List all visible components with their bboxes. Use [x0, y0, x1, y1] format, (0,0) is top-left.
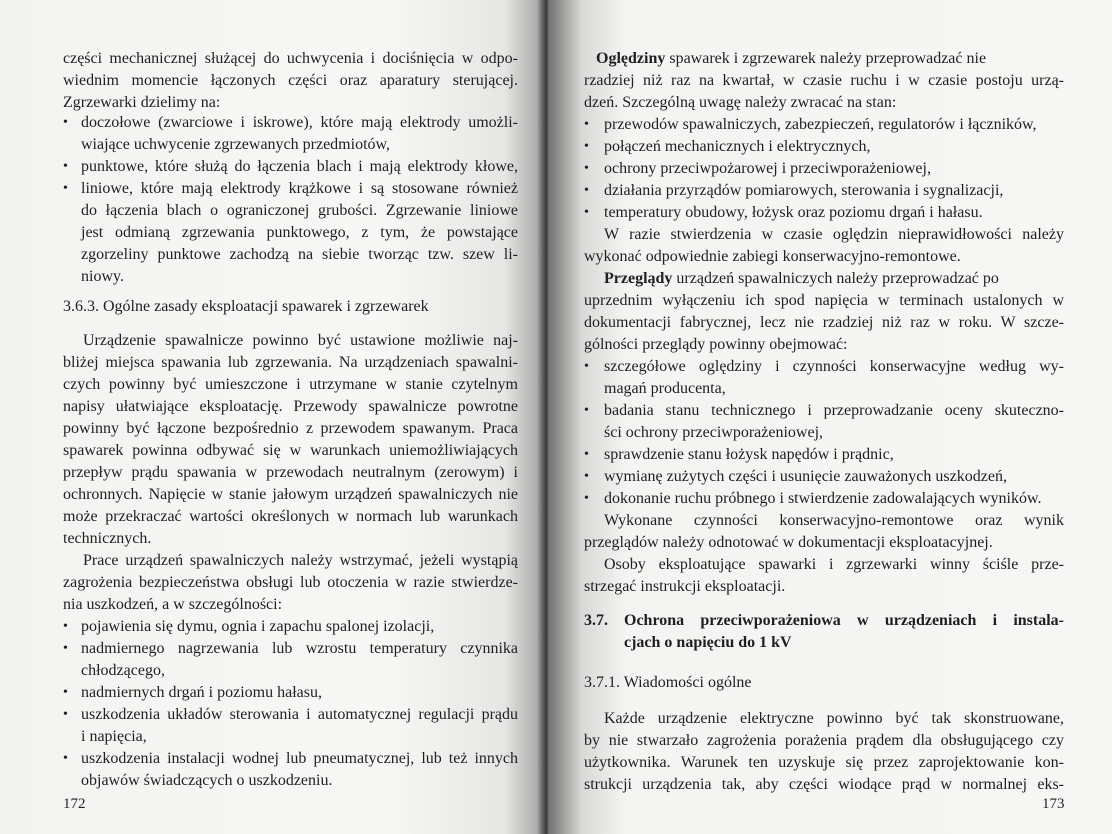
list-item-line: niowy. [81, 268, 124, 285]
list-item-line: temperatury obudowy, łożysk oraz poziomu drgań i hałasu. [604, 204, 983, 221]
text-line: bliżej miejsca spawania lub zgrzewania. Na urządzeniach spawalni- [63, 354, 518, 371]
text-line [604, 268, 1064, 290]
bullet-icon: • [584, 447, 589, 462]
page-number: 172 [63, 796, 86, 812]
term-ogledziny: Oględziny [596, 50, 666, 67]
text-run: spawarek i zgrzewarek należy przeprowadzać nie [665, 50, 987, 67]
text-line: dzeń. Szczególną uwagę należy zwracać na stan: [584, 94, 897, 111]
list-item-line: magań producenta, [604, 380, 726, 397]
text-line: rzadziej niż raz na kwartał, w czasie ruchu i w czasie postoju urzą- [584, 72, 1064, 89]
bullet-icon: • [584, 161, 589, 176]
list-item-line: wymianę zużytych części i usunięcie zauważonych uszkodzeń, [604, 468, 1007, 485]
list-item-line: sprawdzenie stanu łożysk napędów i prądnic, [604, 446, 894, 463]
list-item-line: liniowe, które mają elektrody krążkowe i są stosowane również [81, 180, 518, 197]
text-line: gólności przeglądy powinny obejmować: [584, 336, 848, 353]
text-line: zagrożenia bezpieczeństwa obsługi lub otoczenia w razie stwierdze- [63, 574, 518, 591]
list-item-line: ochrony przeciwpożarowej i przeciwporażeniowej, [604, 160, 931, 177]
list-item-line: objawów świadczących o uszkodzeniu. [81, 772, 333, 789]
text-line: części mechanicznej służącej do uchwycenia i dociśnięcia w odpo- [63, 50, 518, 67]
list-item-line: chłodzącego, [81, 662, 165, 679]
list-item-line: uszkodzenia układów sterowania i automatycznej regulacji prądu [81, 706, 518, 723]
bullet-icon: • [63, 641, 68, 656]
bullet-icon: • [63, 159, 68, 174]
text-line: Prace urządzeń spawalniczych należy wstrzymać, jeżeli wystąpią [83, 552, 518, 569]
subsection-heading: 3.7.1. Wiadomości ogólne [584, 674, 752, 691]
bullet-icon: • [584, 205, 589, 220]
text-line: nia uszkodzeń, a w szczególności: [63, 596, 283, 613]
text-line: Zgrzewarki dzielimy na: [63, 94, 221, 111]
text-line: napisy ułatwiające eksploatację. Przewody spawalnicze powrotne [63, 398, 518, 415]
list-item-line: nadmiernych drgań i poziomu hałasu, [81, 684, 322, 701]
text-line: dokumentacji fabrycznej, lecz nie rzadziej niż raz w roku. W szcze- [584, 314, 1064, 331]
left-page [0, 0, 548, 834]
list-item-line: badania stanu technicznego i przeprowadzanie oceny skuteczno- [604, 402, 1064, 419]
list-item-line: nadmiernego nagrzewania lub wzrostu temperatury czynnika [81, 640, 518, 657]
section-heading: 3.6.3. Ogólne zasady eksploatacji spawarek i zgrzewarek [63, 298, 429, 315]
term-przeglady: Przeglądy [604, 270, 673, 287]
text-line: technicznych. [63, 530, 152, 547]
bullet-icon: • [584, 359, 589, 374]
text-line [596, 48, 1064, 70]
list-item-line: przewodów spawalniczych, zabezpieczeń, regulatorów i łączników, [604, 116, 1037, 133]
list-item-line: doczołowe (zwarciowe i iskrowe), które mają elektrody umożli- [81, 114, 518, 131]
text-line: by nie stwarzało zagrożenia porażenia prądem dla obsługującego czy [584, 732, 1064, 749]
page-number: 173 [1042, 796, 1065, 812]
text-line: powinny być łączone bezpośrednio z przewodem spawanym. Praca [63, 420, 518, 437]
text-run: urządzeń spawalniczych należy przeprowadzać po [672, 270, 999, 287]
text-line: strzegać instrukcji eksploatacji. [584, 578, 786, 595]
text-line: spawarek powinna odbywać się w warunkach uniemożliwiających [63, 442, 518, 459]
bullet-icon: • [63, 619, 68, 634]
bullet-icon: • [584, 183, 589, 198]
text-line: może przekraczać wartości określonych w normach lub warunkach [63, 508, 518, 525]
list-item-line: jest odmianą zgrzewania punktowego, z tym, że powstające [81, 224, 518, 241]
bullet-icon: • [63, 115, 68, 130]
list-item-line: dokonanie ruchu próbnego i stwierdzenie zadowalających wyników. [604, 490, 1042, 507]
text-line: Każde urządzenie elektryczne powinno być tak skonstruowane, [604, 710, 1064, 727]
text-line: użytkownika. Warunek ten uzyskuje się przez zaprojektowanie kon- [584, 754, 1064, 771]
text-line: uprzednim wyłączeniu ich spod napięcia w terminach ustalonych w [584, 292, 1064, 309]
section-title: cjach o napięciu do 1 kV [624, 634, 792, 651]
list-item-line: punktowe, które służą do łączenia blach i mają elektrody kłowe, [81, 158, 518, 175]
list-item-line: uszkodzenia instalacji wodnej lub pneumatycznej, lub też innych [81, 750, 518, 767]
list-item-line: działania przyrządów pomiarowych, sterowania i sygnalizacji, [604, 182, 1004, 199]
bullet-icon: • [584, 117, 589, 132]
text-line: Osoby eksploatujące spawarki i zgrzewarki winny ściśle prze- [604, 556, 1064, 573]
list-item-line: połączeń mechanicznych i elektrycznych, [604, 138, 871, 155]
list-item-line: ści ochrony przeciwporażeniowej, [604, 424, 824, 441]
bullet-icon: • [584, 469, 589, 484]
text-line: wiednim momencie łączonych części oraz aparatury sterującej. [63, 72, 518, 89]
bullet-icon: • [63, 751, 68, 766]
text-line: W razie stwierdzenia w czasie oględzin nieprawidłowości należy [604, 226, 1064, 243]
bullet-icon: • [584, 491, 589, 506]
bullet-icon: • [63, 707, 68, 722]
section-number: 3.7. [584, 612, 608, 629]
text-line: wykonać odpowiednie zabiegi konserwacyjno-remontowe. [584, 248, 961, 265]
bullet-icon: • [584, 403, 589, 418]
text-line: Urządzenie spawalnicze powinno być ustawione możliwie naj- [83, 332, 518, 349]
list-item-line: wiające uchwycenie zgrzewanych przedmiotów, [81, 136, 391, 153]
text-line: przeglądów należy odnotować w dokumentacji eksploatacyjnej. [584, 534, 993, 551]
text-line: strukcji urządzenia tak, aby części wiodące prąd w normalnej eks- [584, 776, 1064, 793]
bullet-icon: • [63, 181, 68, 196]
bullet-icon: • [63, 685, 68, 700]
list-item-line: pojawienia się dymu, ognia i zapachu spalonej izolacji, [81, 618, 435, 635]
bullet-icon: • [584, 139, 589, 154]
text-line: ochronnych. Napięcie w stanie jałowym urządzeń spawalniczych nie [63, 486, 518, 503]
right-page [548, 0, 1112, 834]
list-item-line: do łączenia blach o ograniczonej grubości. Zgrzewanie liniowe [81, 202, 518, 219]
text-line: przepływ prądu spawania w przewodach neutralnym (zerowym) i [63, 464, 518, 481]
section-title: Ochrona przeciwporażeniowa w urządzeniach i instala- [624, 612, 1064, 629]
list-item-line: zgorzeliny punktowe zachodzą na siebie tworząc tzw. szew li- [81, 246, 518, 263]
list-item-line: i napięcia, [81, 728, 147, 745]
text-line: czych powinny być umieszczone i utrzymane w stanie czytelnym [63, 376, 518, 393]
list-item-line: szczegółowe oględziny i czynności konserwacyjne według wy- [604, 358, 1064, 375]
text-line: Wykonane czynności konserwacyjno-remontowe oraz wynik [604, 512, 1064, 529]
